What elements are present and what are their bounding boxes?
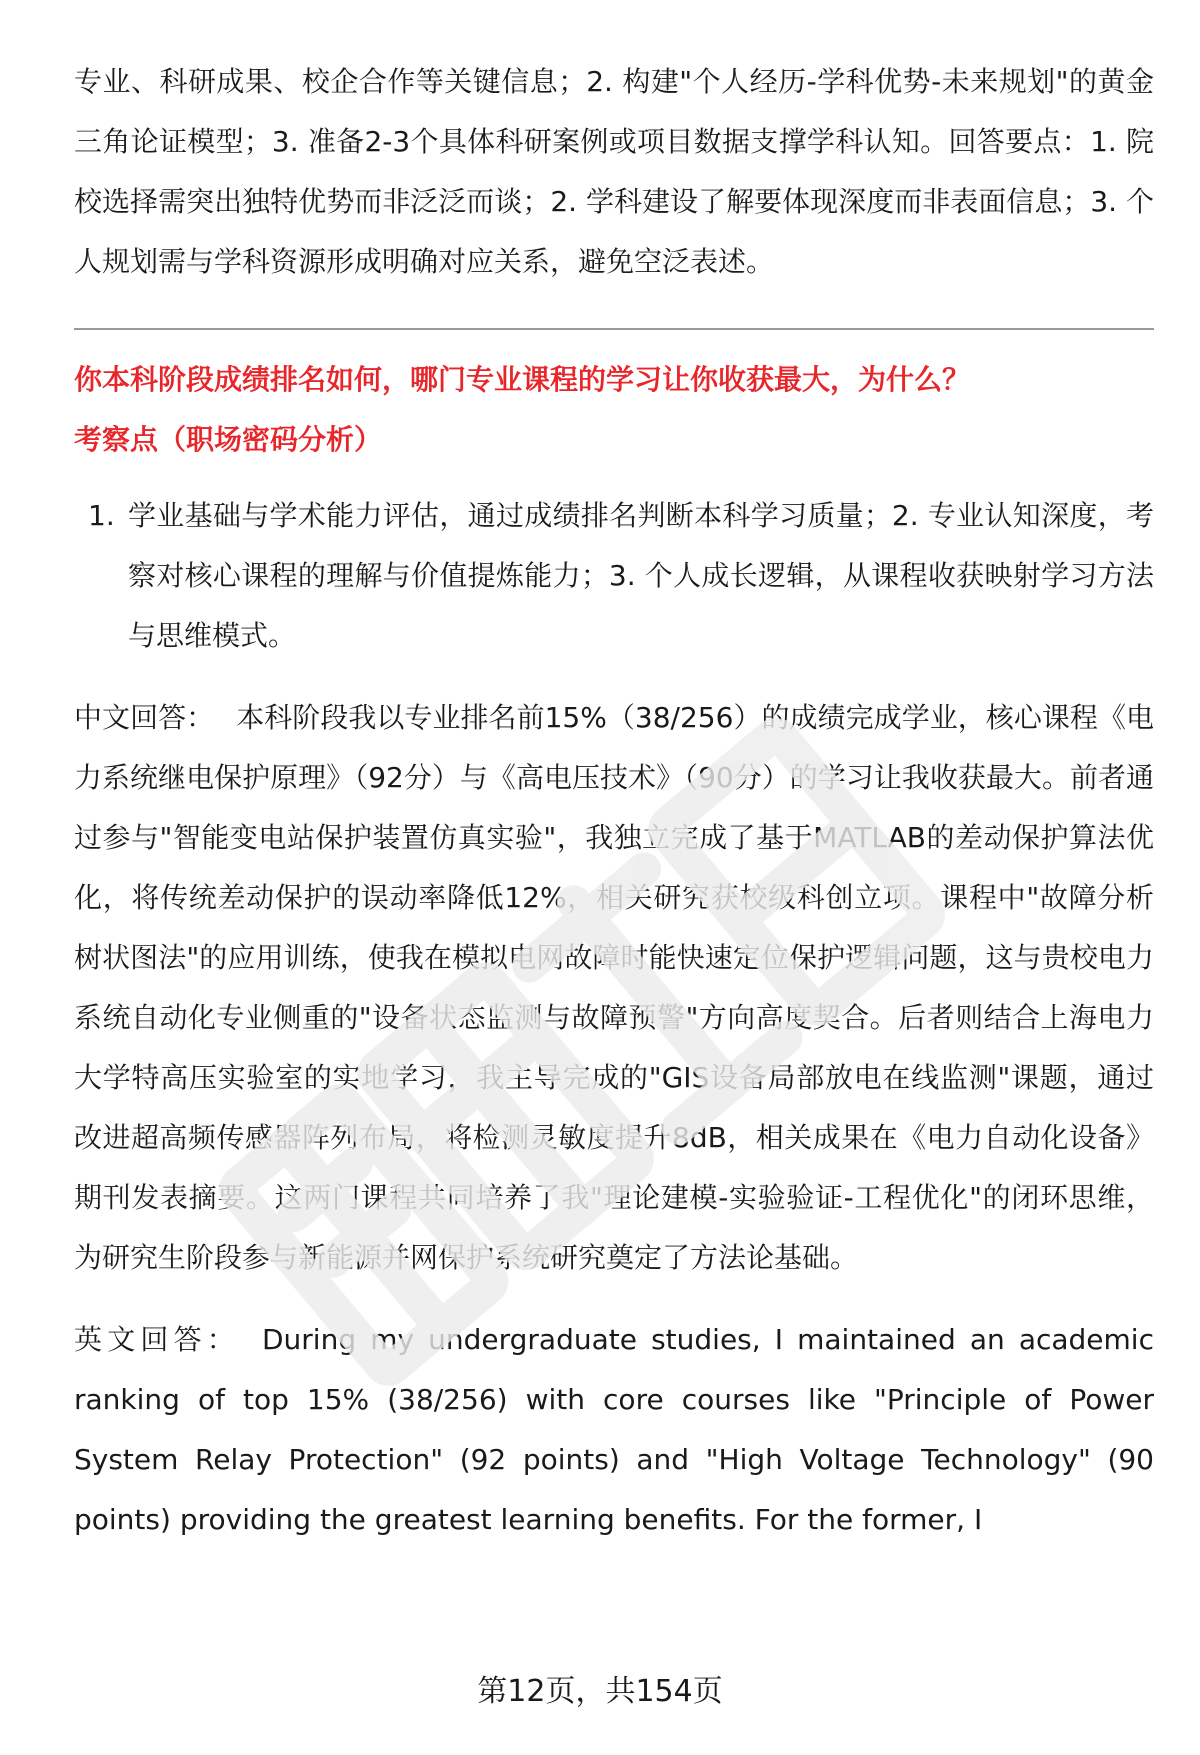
english-answer	[74, 1310, 1154, 1550]
english-answer-label: 英文回答：	[74, 1323, 240, 1356]
assessment-points-text: 学业基础与学术能力评估，通过成绩排名判断本科学习质量；2. 专业认知深度，考察对核心课程的理解与价值提炼能力；3. 个人成长逻辑，从课程收获映射学习方法与思维模式。	[128, 499, 1154, 652]
section-divider	[74, 328, 1154, 330]
list-number: 1.	[88, 499, 115, 532]
assessment-heading: 考察点（职场密码分析）	[74, 423, 383, 456]
page-number: 第12页，共154页	[477, 1674, 723, 1709]
assessment-points	[74, 486, 1154, 666]
intro-paragraph: 专业、科研成果、校企合作等关键信息；2. 构建"个人经历-学科优势-未来规划"的黄金三角论证模型；3. 准备2-3个具体科研案例或项目数据支撑学科认知。回答要点：1. 院校选择需突出独特优势而非泛泛而谈；2. 学科建设了解要体现深度而非表面信息；3. 个人规划需与学科资源形成明确对应关系，避免空泛表述。	[74, 65, 1154, 278]
english-answer-text: During my undergraduate studies, I maintained an academic ranking of top 15% (38/256) with core courses like "Principle of Power System Relay Protection" (92 points) and "High Voltage Technology" (90 points) providing the greatest learning benefits. For the former, I	[74, 1323, 1154, 1536]
chinese-answer-text: 本科阶段我以专业排名前15%（38/256）的成绩完成学业，核心课程《电力系统继电保护原理》（92分）与《高电压技术》（90分）的学习让我收获最大。前者通过参与"智能变电站保护装置仿真实验"，我独立完成了基于MATLAB的差动保护算法优化，将传统差动保护的误动率降低12%，相关研究获校级科创立项。课程中"故障分析树状图法"的应用训练，使我在模拟电网故障时能快速定位保护逻辑问题，这与贵校电力系统自动化专业侧重的"设备状态监测与故障预警"方向高度契合。后者则结合上海电力大学特高压实验室的实地学习，我主导完成的"GIS设备局部放电在线监测"课题，通过改进超高频传感器阵列布局，将检测灵敏度提升8dB，相关成果在《电力自动化设备》期刊发表摘要。这两门课程共同培养了我"理论建模-实验验证-工程优化"的闭环思维，为研究生阶段参与新能源并网保护系统研究奠定了方法论基础。	[74, 701, 1154, 1274]
chinese-answer	[74, 688, 1154, 1288]
question-title: 你本科阶段成绩排名如何，哪门专业课程的学习让你收获最大，为什么？	[74, 363, 971, 396]
document-page	[74, 52, 1154, 1550]
chinese-answer-label: 中文回答：	[74, 701, 215, 734]
